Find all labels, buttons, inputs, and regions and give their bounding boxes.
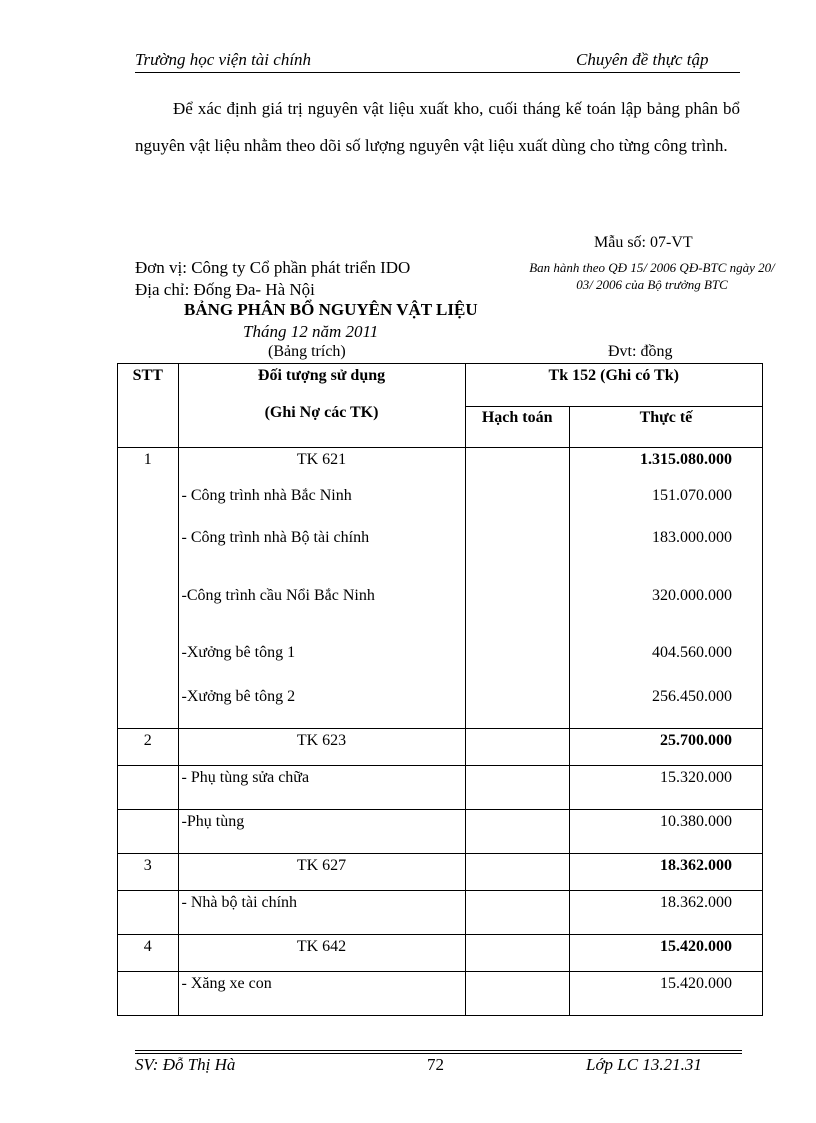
table-cell-object: -Xưởng bê tông 1 — [178, 641, 465, 685]
table-cell-accounting — [465, 685, 569, 729]
table-cell-account: TK 623 — [178, 729, 465, 766]
unit-line: Đơn vị: Công ty Cổ phần phát triển IDO — [135, 258, 411, 277]
table-row — [118, 448, 763, 485]
table-cell-account: TK 621 — [178, 448, 465, 485]
table-row — [118, 810, 763, 854]
table-cell-accounting — [465, 526, 569, 584]
table-cell-object: - Công trình nhà Bộ tài chính — [178, 526, 465, 584]
table-cell-object: -Công trình cầu Nổi Bắc Ninh — [178, 584, 465, 641]
table-row — [118, 685, 763, 729]
table-cell-stt — [118, 584, 179, 641]
col-object-subtitle: (Ghi Nợ các TK) — [264, 404, 379, 421]
table-cell-stt — [118, 641, 179, 685]
form-number: Mẫu số: 07-VT — [594, 234, 693, 251]
intro-paragraph — [135, 90, 740, 164]
col-object-title: Đối tượng sử dụng — [257, 367, 386, 384]
table-cell-accounting — [465, 729, 569, 766]
table-cell-stt — [118, 526, 179, 584]
table-cell-value: 256.450.000 — [569, 685, 762, 729]
table-cell-total: 18.362.000 — [569, 854, 762, 891]
table-cell-object: - Công trình nhà Bắc Ninh — [178, 484, 465, 526]
allocation-table — [117, 363, 763, 1016]
table-cell-accounting — [465, 641, 569, 685]
table-row — [118, 891, 763, 935]
table-cell-accounting — [465, 810, 569, 854]
table-row — [118, 854, 763, 891]
table-cell-accounting — [465, 972, 569, 1016]
table-row — [118, 641, 763, 685]
table-cell-value: 15.320.000 — [569, 766, 762, 810]
table-cell-stt: 3 — [118, 854, 179, 891]
table-cell-account: TK 627 — [178, 854, 465, 891]
table-cell-stt — [118, 484, 179, 526]
table-cell-value: 183.000.000 — [569, 526, 762, 584]
header-right: Chuyên đề thực tập — [576, 50, 709, 69]
table-cell-total: 15.420.000 — [569, 935, 762, 972]
table-cell-account: TK 642 — [178, 935, 465, 972]
table-cell-stt — [118, 810, 179, 854]
table-cell-accounting — [465, 484, 569, 526]
footer-student: SV: Đỗ Thị Hà — [135, 1055, 236, 1074]
table-cell-accounting — [465, 584, 569, 641]
table-row — [118, 729, 763, 766]
table-cell-accounting — [465, 891, 569, 935]
table-cell-accounting — [465, 935, 569, 972]
col-object-header — [178, 364, 465, 448]
footer-page-number: 72 — [427, 1055, 444, 1074]
header-left: Trường học viện tài chính — [135, 50, 312, 69]
table-row — [118, 766, 763, 810]
table-cell-stt — [118, 685, 179, 729]
col-stt-header: STT — [118, 364, 179, 448]
footer-rule — [135, 1050, 742, 1051]
table-body — [118, 448, 763, 1016]
intro-text: Để xác định giá trị nguyên vật liệu xuất kho, cuối tháng kế toán lập bảng phân bổ nguyên vật liệu nhằm theo dõi số lượng nguyên vật liệu xuất dùng cho từng công trình. — [135, 99, 740, 155]
table-cell-accounting — [465, 854, 569, 891]
table-cell-value: 320.000.000 — [569, 584, 762, 641]
table-cell-stt — [118, 891, 179, 935]
table-cell-value: 10.380.000 — [569, 810, 762, 854]
table-cell-value: 18.362.000 — [569, 891, 762, 935]
document-title: BẢNG PHÂN BỔ NGUYÊN VẬT LIỆU — [184, 300, 478, 319]
table-row — [118, 526, 763, 584]
col-accounting-header: Hạch toán — [465, 406, 569, 448]
table-cell-value: 15.420.000 — [569, 972, 762, 1016]
table-cell-stt: 4 — [118, 935, 179, 972]
col-account-header: Tk 152 (Ghi có Tk) — [465, 364, 763, 407]
table-cell-total: 1.315.080.000 — [569, 448, 762, 485]
header-rule — [135, 72, 740, 73]
table-header-row — [118, 364, 763, 407]
footer-class: Lớp LC 13.21.31 — [586, 1055, 702, 1074]
table-cell-object: -Xưởng bê tông 2 — [178, 685, 465, 729]
extract-label: (Bảng trích) — [268, 343, 346, 360]
form-note: Ban hành theo QĐ 15/ 2006 QĐ-BTC ngày 20/ 03/ 2006 của Bộ trưởng BTC — [529, 260, 775, 292]
currency-unit: Đvt: đồng — [608, 343, 673, 360]
table-cell-value: 404.560.000 — [569, 641, 762, 685]
address-line: Địa chỉ: Đống Đa- Hà Nội — [135, 280, 315, 299]
table-cell-total: 25.700.000 — [569, 729, 762, 766]
table-cell-object: -Phụ tùng — [178, 810, 465, 854]
document-month: Tháng 12 năm 2011 — [243, 322, 379, 341]
table-row — [118, 972, 763, 1016]
table-cell-value: 151.070.000 — [569, 484, 762, 526]
table-cell-stt: 2 — [118, 729, 179, 766]
table-row — [118, 935, 763, 972]
table-cell-object: - Nhà bộ tài chính — [178, 891, 465, 935]
table-row — [118, 484, 763, 526]
table-row — [118, 584, 763, 641]
footer-rule-double — [135, 1053, 742, 1054]
table-cell-stt: 1 — [118, 448, 179, 485]
col-actual-header: Thực tế — [569, 406, 762, 448]
table-cell-object: - Phụ tùng sửa chữa — [178, 766, 465, 810]
table-cell-accounting — [465, 766, 569, 810]
table-cell-object: - Xăng xe con — [178, 972, 465, 1016]
table-cell-accounting — [465, 448, 569, 485]
table-cell-stt — [118, 972, 179, 1016]
table-cell-stt — [118, 766, 179, 810]
